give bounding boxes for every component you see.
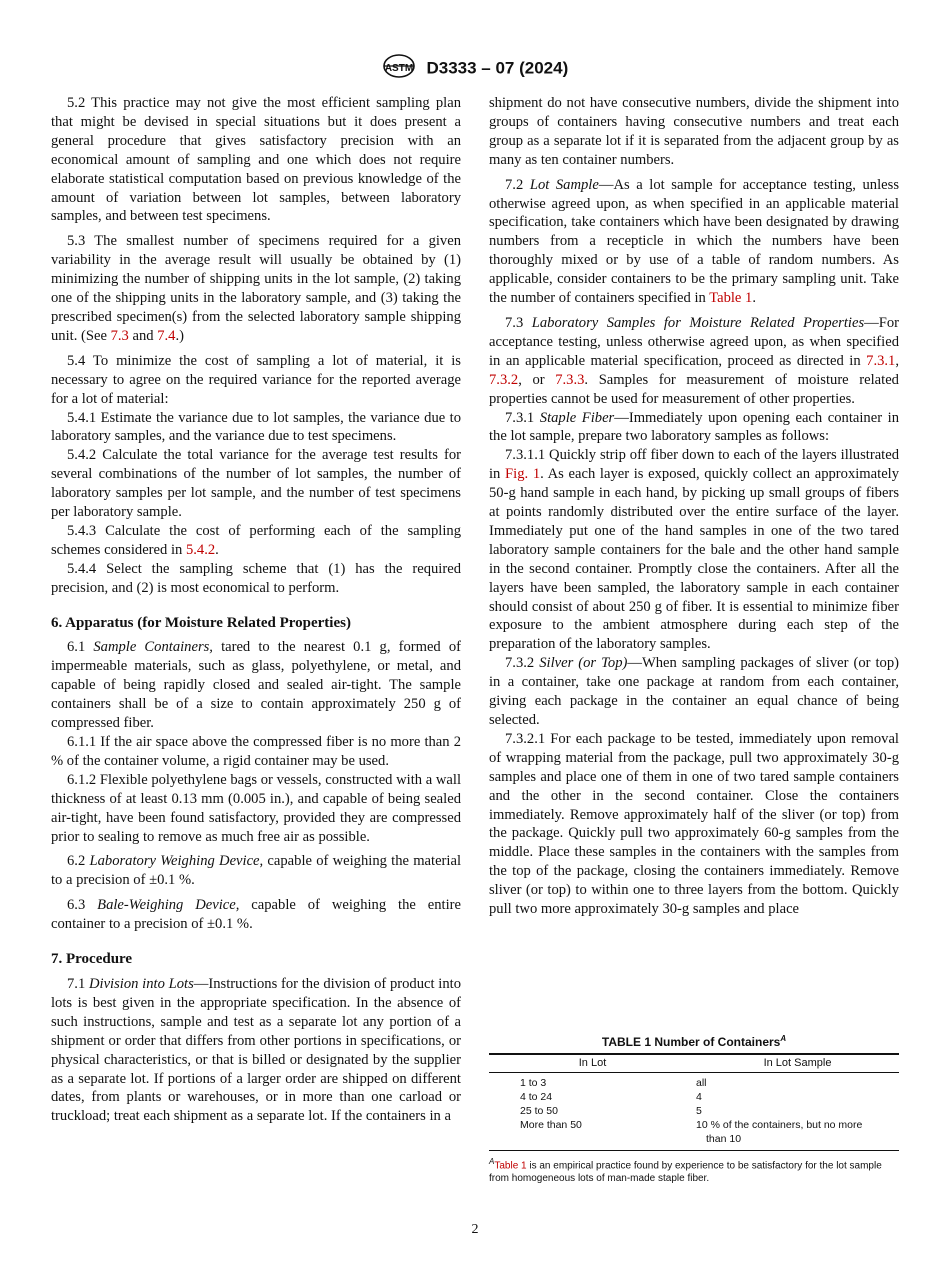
paragraph-7-3-2: 7.3.2 Silver (or Top)—When sampling packages of sliver (or top) in a container, take one package at random from each container, giving each package in the container an equal chance of being selected. [489, 655, 900, 728]
paragraph-7-3-1: 7.3.1 Staple Fiber—Immediately upon opening each container in the lot sample, prepare two laboratory samples as follows: [489, 409, 899, 445]
paragraph-5-3: 5.3 The smallest number of specimens required for a given variability in the average result will usually be obtained by (1) minimizing the number of shipping units in the lot sample, (2) taking one of the shipping units in the laboratory sample, and (3) taking the prescribed specimen(s) from the selected laboratory sample shipping unit. (See 7.3 and 7.4.) [51, 233, 461, 344]
table-cell-lot: 4 to 24 [520, 1091, 553, 1103]
section-7-heading: 7. Procedure [51, 951, 133, 968]
left-column [51, 94, 461, 1126]
svg-text:ASTM: ASTM [384, 63, 413, 74]
table-cell-sample: 4 [696, 1091, 702, 1103]
link-7-4[interactable]: 7.4 [157, 327, 176, 344]
table-cell-lot: More than 50 [489, 1118, 696, 1151]
link-7-3-2[interactable]: 7.3.2 [489, 371, 519, 388]
paragraph-6-3: 6.3 Bale-Weighing Device, capable of weighing the entire container to a precision of ±0.1 %. [51, 897, 461, 933]
paragraph-6-1-2: 6.1.2 Flexible polyethylene bags or vessels, constructed with a wall thickness of at least 0.13 mm (0.005 in.), and capable of being sealed air-tight, have been found satisfactory, provided they are compressed prior to sealing to remove as much free air as possible. [51, 771, 461, 845]
page-number: 2 [471, 1222, 479, 1237]
table-cell-sample: all [696, 1077, 707, 1089]
right-column [489, 94, 899, 919]
paragraph-7-2: 7.2 Lot Sample—As a lot sample for acceptance testing, unless otherwise agreed upon, as when specified in an applicable material specification, take containers which have been designated by drawing numbers from a recepticle in which the numbers have been thoroughly mixed or by use of a table of random numbers. As applicable, consider containers to be the primary sampling unit. Take the number of containers specified in Table 1. [489, 176, 899, 307]
link-5-4-2[interactable]: 5.4.2 [185, 541, 216, 558]
table-footnote: $^A$Table 1 is an empirical practice found by experience to be satisfactory for the lot sample from homogeneous lots of man-made staple fiber. [489, 1157, 882, 1185]
paragraph-5-4-1: 5.4.1 Estimate the variance due to lot samples, the variance due to laboratory samples, and the variance due to test specimens. [51, 409, 461, 445]
table-cell-lot: 1 to 3 [520, 1077, 547, 1089]
paragraph-6-1-1: 6.1.1 If the air space above the compressed fiber is no more than 2 % of the container volume, a rigid container may be used. [51, 734, 461, 769]
link-7-3-1[interactable]: 7.3.1 [866, 352, 896, 369]
paragraph-7-3-1-1: 7.3.1.1 Quickly strip off fiber down to each of the layers illustrated in Fig. 1. As each layer is exposed, quickly collect an approximately 50-g hand sample in each hand, by picking up small groups of fibers at points randomly distributed over the entire surface of the layer. Immediately put one of the hand samples in one of the two tared laboratory sample containers for the bale and the other hand sample in the second container. Promptly close the containers. After all the layers have been sampled, the laboratory sample in each container should consist of about 250 g of fiber. It is essential to minimize fiber exposure to the ambient atmosphere during each step of the preparation of the laboratory samples. [489, 447, 900, 653]
table-cell-sample: 5 [696, 1105, 702, 1117]
paragraph-6-1: 6.1 Sample Containers, tared to the nearest 0.1 g, formed of impermeable materials, such as glass, polyethylene, or metal, and capable of being rapidly closed and sealed air-tight. The sample containers shall be of a size to contain approximately 250 g of compressed fiber. [51, 639, 461, 732]
table-header-in-lot: In Lot [489, 1054, 696, 1073]
document-designation: D3333 – 07 (2024) [426, 58, 569, 78]
paragraph-6-2: 6.2 Laboratory Weighing Device, capable of weighing the material to a precision of ±0.1 %. [51, 853, 462, 889]
link-fig-1[interactable]: Fig. 1 [505, 466, 541, 483]
paragraph-5-4-3: 5.4.3 Calculate the cost of performing each of the sampling schemes considered in 5.4.2. [51, 522, 461, 558]
paragraph-7-1-continued: shipment do not have consecutive numbers, divide the shipment into groups of containers having consecutive numbers and treat each group as a separate lot if it is separated from the adjacent group by as many as ten container numbers. [489, 95, 899, 168]
astm-logo-icon [382, 53, 416, 84]
link-table-1-footnote[interactable]: Table 1 [494, 1160, 527, 1172]
table-row [489, 1090, 899, 1104]
paragraph-7-3: 7.3 Laboratory Samples for Moisture Related Properties—For acceptance testing, unless otherwise agreed upon, as when specified in an applicable material specification, proceed as directed in 7.3.1, 7.3.2, or 7.3.3. Samples for measurement of moisture related properties cannot be used for measurement of other properties. [489, 314, 900, 407]
paragraph-5-2: 5.2 This practice may not give the most efficient sampling plan that might be devised in special situations but it does present a general procedure that gives satisfactory precision with an economical amount of sampling and one which does not require elaborate statistical computation based on previous knowledge of the amount of variation between lot samples, between laboratory samples, and between test specimens. [51, 95, 461, 225]
table-row [489, 1118, 899, 1151]
link-table-1[interactable]: Table 1 [709, 290, 753, 307]
paragraph-7-1: 7.1 Division into Lots—Instructions for the division of product into lots is best given in the appropriate specification. In the absence of such instructions, sample and test as a separate lot any portion of a shipment or order that differs from other portions in specifications, or physical characteristics, or that is billed or designated by the supplier as a separate lot. If portions of a larger order are shipped on different dates, from plants or warehouses, or in more than one carload or truckload; treat each shipment as a separate lot. If the containers in a [51, 975, 461, 1125]
paragraph-7-3-2-1: 7.3.2.1 For each package to be tested, immediately upon removal of wrapping material from the package, pull two approximately 30-g samples and place one of them in one of two tared sample containers and the other in the second container. Close the containers immediately. Remove approximately half of the sliver (or top) from the package. Quickly pull two approximately 60-g samples from the middle. Place these samples in the containers with the samples from the top of the package, closing the containers immediately. Remove sliver (or top) to within one to three layers from the bottom. Quickly pull two more approximately 30-g samples and place [489, 730, 899, 918]
link-7-3-3[interactable]: 7.3.3 [555, 371, 585, 388]
table-row [489, 1104, 899, 1118]
table-header-in-lot-sample: In Lot Sample [696, 1054, 899, 1073]
table-title: TABLE 1 Number of Containers$^A$ [601, 1034, 787, 1049]
paragraph-5-4-2: 5.4.2 Calculate the total variance for the average test results for several combinations of the number of lot samples, the number of laboratory samples per lot sample, and the number of test specimens per laboratory sample. [51, 447, 461, 521]
table-cell-sample: 10 % of the containers, but no more than 10 [696, 1118, 899, 1151]
page-header [0, 53, 950, 84]
table-row [489, 1073, 899, 1091]
paragraph-5-4: 5.4 To minimize the cost of sampling a lot of material, it is necessary to agree on the required variance for the reported average for a lot of material: [51, 352, 461, 407]
table-cell-lot: 25 to 50 [520, 1105, 558, 1117]
table-1 [489, 1034, 899, 1185]
paragraph-5-4-4: 5.4.4 Select the sampling scheme that (1) has the required precision, and (2) is most economical to perform. [51, 560, 461, 596]
link-7-3[interactable]: 7.3 [110, 327, 129, 344]
section-6-heading: 6. Apparatus (for Moisture Related Properties) [51, 614, 351, 631]
containers-table [489, 1053, 899, 1151]
